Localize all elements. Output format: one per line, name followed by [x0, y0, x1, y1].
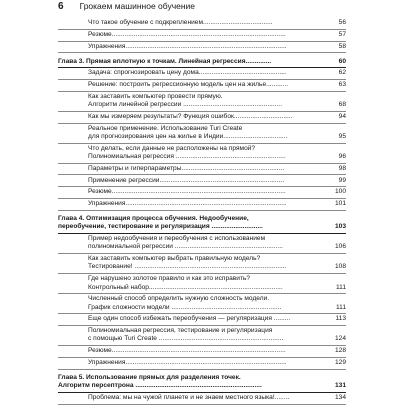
toc-chapter-entry: [58, 56, 346, 68]
toc-entry-line: Что делать, если данные не расположены на прямой?: [88, 144, 256, 152]
toc-page-number: 111: [335, 303, 346, 311]
toc-chapter-entry: [58, 214, 346, 234]
toc-entry-title: [88, 31, 346, 39]
toc-entry-title: [88, 43, 346, 51]
toc-page-number: 131: [334, 382, 346, 390]
toc-entry-title: [88, 295, 346, 312]
toc-entry-line: Упражнения........................................................................................: [88, 200, 287, 208]
toc-entry-line: Пример недообучения и переобучения с использованием: [88, 235, 266, 243]
toc-entry-title: [58, 374, 346, 391]
toc-page-number: 108: [334, 263, 346, 271]
toc-section-entry: [58, 254, 346, 274]
toc-entry-line: Применение регрессии....................................................................: [88, 176, 285, 184]
toc-section-entry: [58, 164, 346, 176]
toc-entry-title: [88, 200, 346, 208]
toc-entry-line: Полиномиальная регрессия, тестирование и регуляризация: [88, 327, 273, 335]
toc-entry-line: Алгоритм линейной регрессии ......................................................: [88, 101, 283, 109]
toc-entry-line: Глава 5. Использование прямых для разделения точек.: [58, 373, 241, 381]
toc-entry-title: [88, 359, 346, 367]
toc-section-entry: [58, 234, 346, 254]
toc-page-number: 100: [334, 188, 346, 196]
toc-section-entry: [58, 30, 346, 42]
toc-entry-title: [58, 215, 346, 232]
toc-page-number: 62: [338, 69, 346, 77]
toc-page-number: 96: [338, 153, 346, 161]
toc-section-entry: [58, 358, 346, 370]
toc-entry-title: [88, 188, 346, 196]
toc-page-number: 60: [338, 57, 346, 65]
toc-entry-title: [88, 347, 346, 355]
toc-entry-line: Численный способ определить нужную сложность модели.: [88, 295, 270, 303]
toc-section-entry: [58, 199, 346, 211]
toc-entry-title: [88, 315, 346, 323]
toc-entry-line: Контрольный набор.........................................................................: [88, 283, 283, 291]
toc-entry-title: [88, 69, 346, 77]
toc-entry-line: Глава 3. Прямая вплотную к точкам. Линейная регрессия..............: [58, 57, 272, 65]
toc-page-number: 101: [334, 200, 346, 208]
toc-entry-line: Алгоритм персептрона .....................................................................: [58, 382, 262, 390]
toc-section-entry: [58, 326, 346, 346]
toc-entry-line: Задача: спрогнозировать цену дома................................................: [88, 69, 287, 77]
toc-page-number: 98: [338, 164, 346, 172]
page-header: [58, 0, 195, 12]
toc-entry-line: Где нарушено золотое правило и как это исправить?: [88, 275, 251, 283]
toc-entry-line: Упражнения........................................................................................: [88, 359, 287, 367]
toc-entry-title: [58, 58, 346, 66]
toc-entry-line: График сложности модели ............................................................: [88, 303, 282, 311]
toc-entry-line: Реальное применение. Использование Turi Create: [88, 124, 243, 132]
toc-page-number: 103: [334, 223, 346, 231]
toc-entry-title: [88, 255, 346, 272]
toc-page-number: 57: [338, 30, 346, 38]
toc-section-entry: [58, 393, 346, 405]
toc-section-entry: [58, 68, 346, 80]
toc-entry-line: полиномиальной регрессии ...........................................................: [88, 243, 283, 251]
toc-page-number: 68: [338, 101, 346, 109]
toc-entry-line: Резюме...............................................................................................: [88, 30, 286, 38]
toc-section-entry: [58, 346, 346, 358]
toc-section-entry: [58, 175, 346, 187]
toc-entry-line: Тестирование! ...................................................................................: [88, 263, 287, 271]
toc-entry-title: [88, 235, 346, 252]
toc-section-entry: [58, 314, 346, 326]
toc-entry-title: [88, 177, 346, 185]
toc-entry-line: переобучение, тестирование и регуляризация ............................: [58, 223, 263, 231]
page-number: 6: [58, 0, 64, 12]
toc-entry-title: [88, 275, 346, 292]
toc-section-entry: [58, 42, 346, 54]
toc-section-entry: [58, 80, 346, 92]
toc-page-number: 113: [335, 315, 346, 323]
toc-page-number: 124: [334, 335, 346, 343]
toc-entry-title: [88, 394, 346, 402]
toc-page-number: 63: [338, 81, 346, 89]
toc-page-number: 128: [334, 347, 346, 355]
toc-entry-title: [88, 93, 346, 110]
toc-entry-line: Проблема: мы на чужой планете и не знаем местного языка!........: [88, 393, 290, 401]
table-of-contents: [58, 18, 346, 405]
toc-entry-line: Полиномиальная регрессия ............................................................: [88, 153, 286, 161]
toc-entry-line: с помощью Turi Create ....................................................................: [88, 335, 284, 343]
toc-entry-title: [88, 125, 346, 142]
toc-section-entry: [58, 92, 346, 112]
toc-entry-line: Как заставить компьютер провести прямую.: [88, 92, 223, 100]
toc-entry-line: Параметры и гиперпараметры........................................................: [88, 164, 285, 172]
toc-chapter-entry: [58, 373, 346, 393]
toc-page-number: 99: [338, 176, 346, 184]
toc-entry-line: Глава 4. Оптимизация процесса обучения. Недообучение,: [58, 215, 249, 223]
toc-entry-title: [88, 145, 346, 162]
toc-entry-title: [88, 165, 346, 173]
toc-section-entry: [58, 187, 346, 199]
book-title: Грокаем машинное обучение: [79, 1, 196, 11]
toc-entry-line: Еще один способ избежать переобучения — регуляризация .........: [88, 315, 291, 323]
toc-entry-title: [88, 113, 346, 121]
toc-entry-line: Резюме...............................................................................................: [88, 347, 286, 355]
toc-entry-title: [88, 81, 346, 89]
toc-page-number: 94: [338, 112, 346, 120]
toc-section-entry: [58, 18, 346, 30]
toc-entry-line: для прогнозирования цен на жилье в Индии...................................: [88, 133, 288, 141]
toc-page-number: 129: [334, 359, 346, 367]
toc-page-number: 95: [338, 133, 346, 141]
toc-entry-line: Упражнения........................................................................................: [88, 42, 287, 50]
toc-page-number: 56: [338, 19, 346, 27]
toc-section-entry: [58, 112, 346, 124]
toc-page-number: 106: [334, 243, 346, 251]
toc-page-number: 134: [334, 393, 346, 401]
toc-section-entry: [58, 124, 346, 144]
toc-entry-title: [88, 327, 346, 344]
toc-entry-line: Резюме...............................................................................................: [88, 188, 286, 196]
toc-section-entry: [58, 274, 346, 294]
toc-page-number: 58: [338, 42, 346, 50]
toc-entry-line: Решение: построить регрессионную модель цен на жилье............: [88, 81, 289, 89]
toc-entry-title: [88, 19, 346, 27]
toc-section-entry: [58, 144, 346, 164]
toc-page-number: 111: [335, 283, 346, 291]
toc-entry-line: Как заставить компьютер выбрать правильную модель?: [88, 255, 261, 263]
toc-section-entry: [58, 294, 346, 314]
toc-entry-line: Что такое обучение с подкреплением......................................: [88, 19, 273, 27]
toc-entry-line: Как мы измеряем результаты? Функция ошибок................................: [88, 112, 293, 120]
